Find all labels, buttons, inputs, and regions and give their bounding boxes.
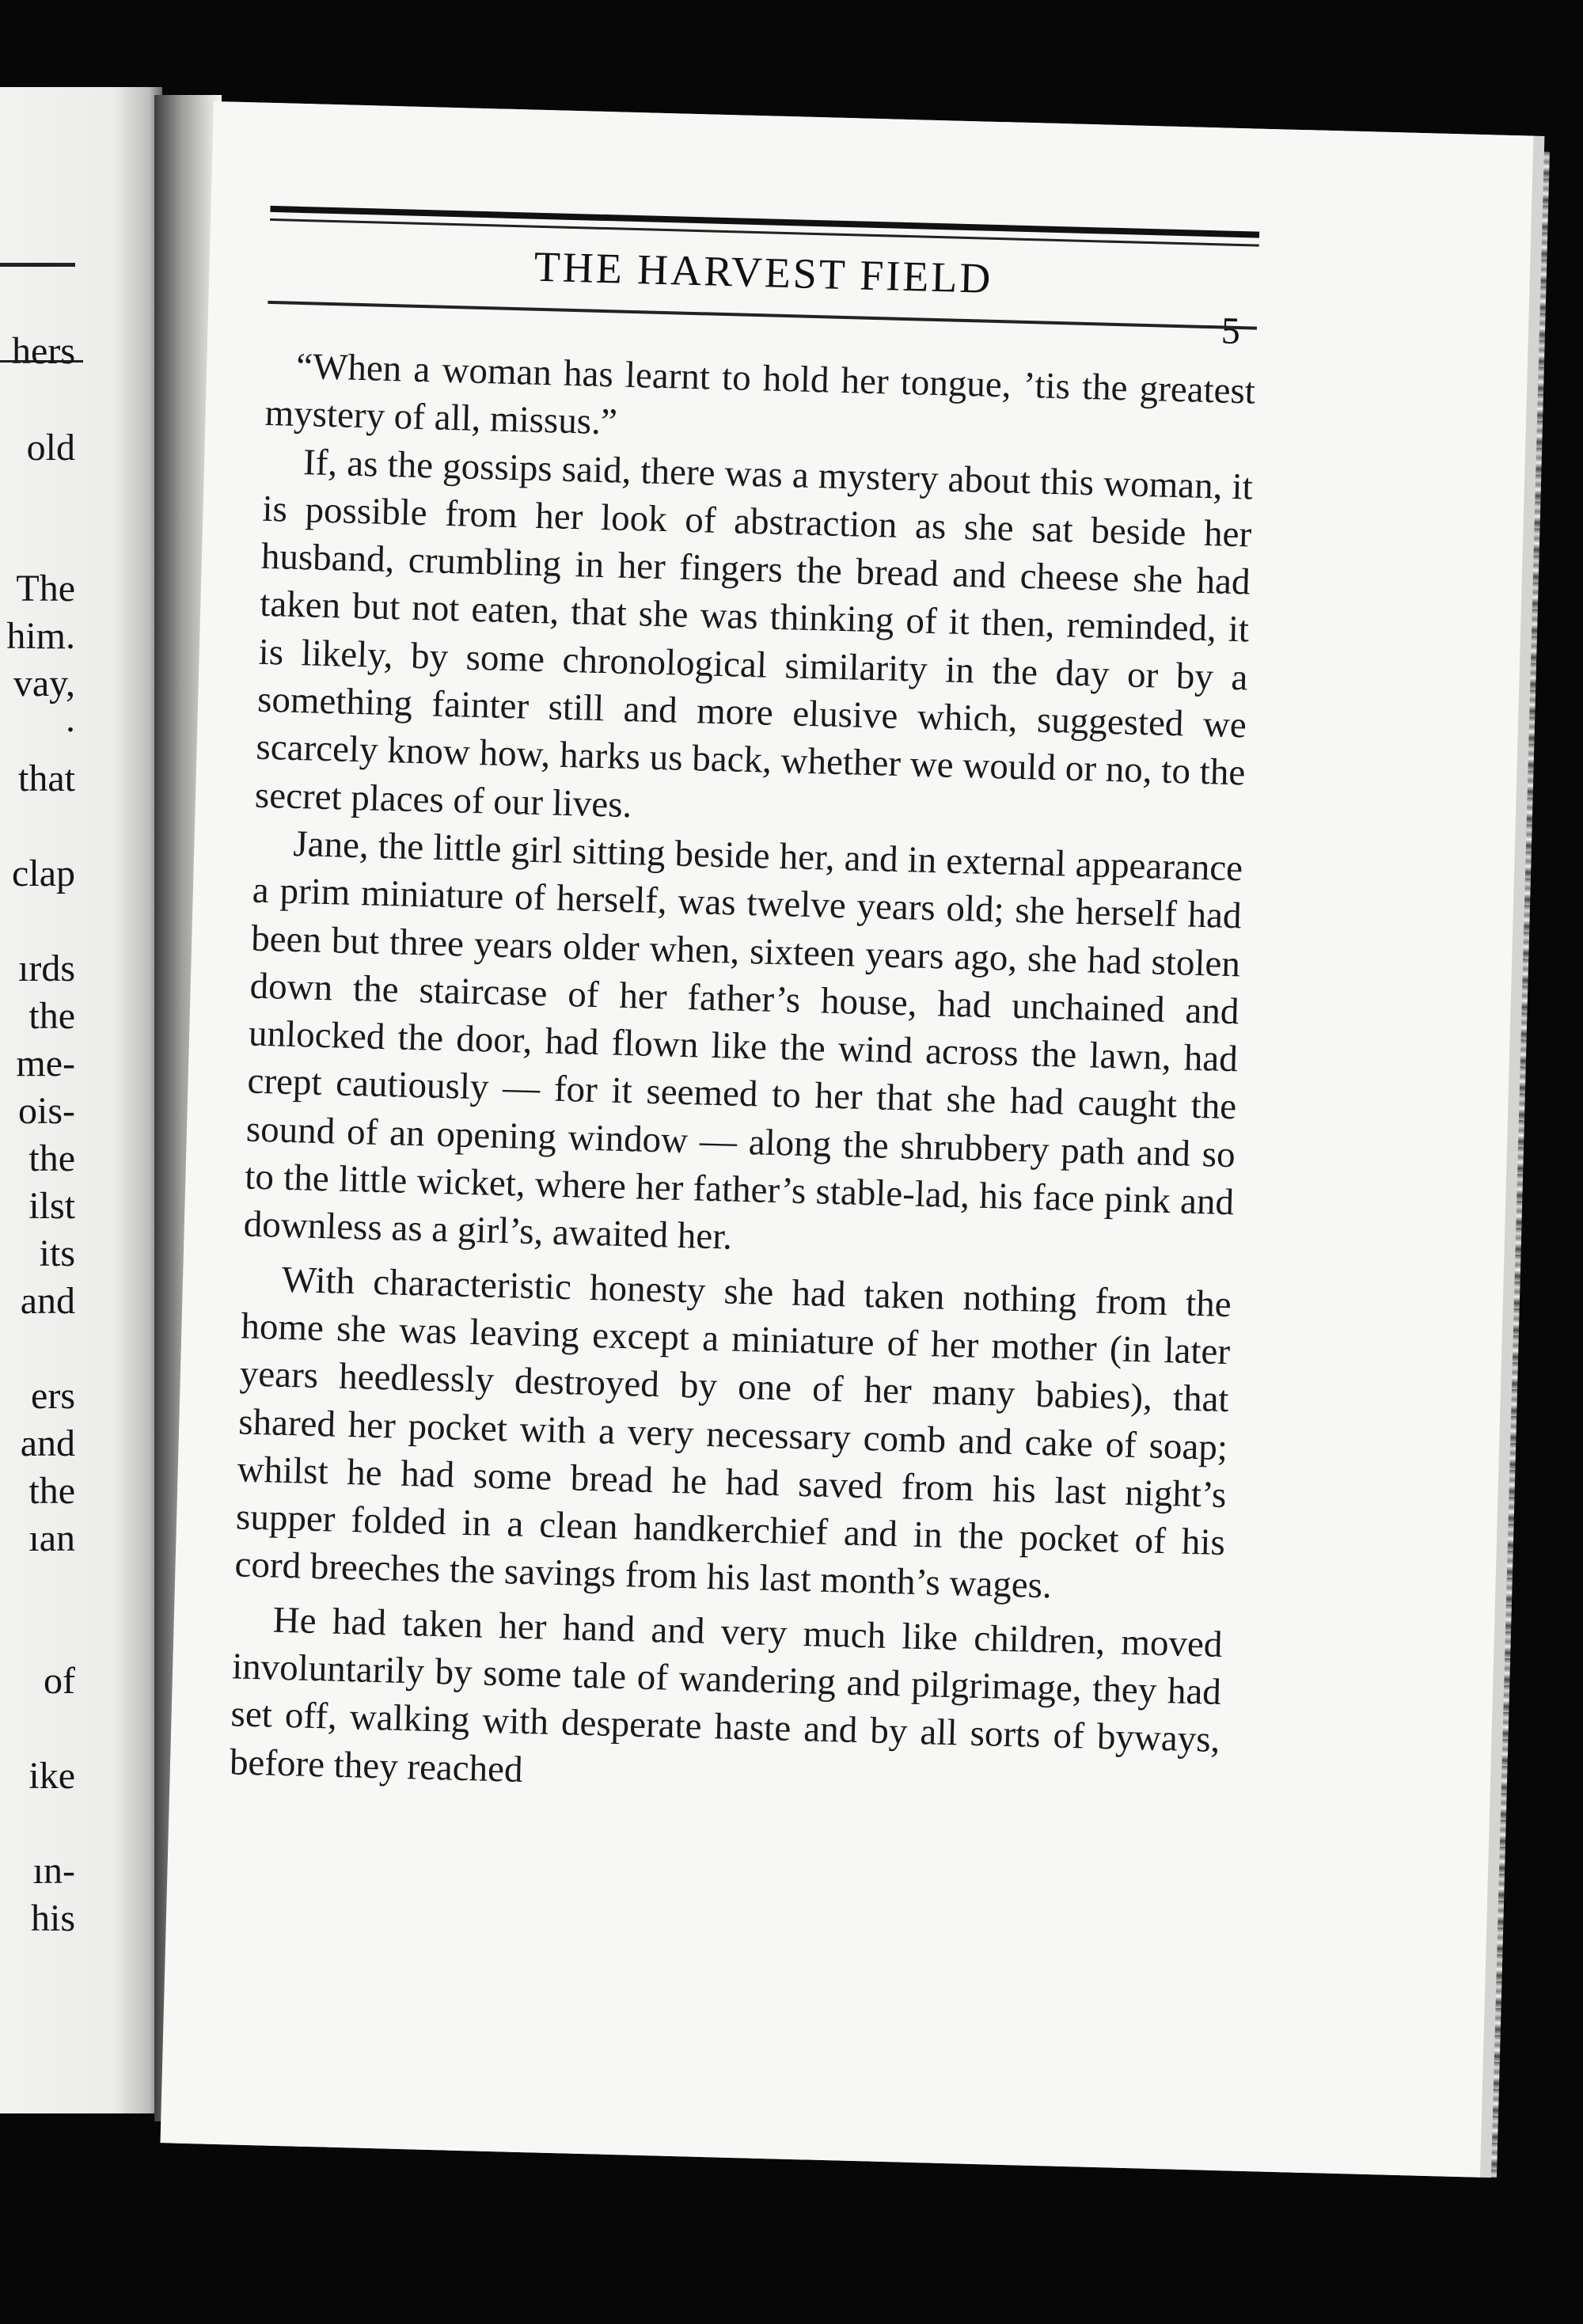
- right-page: [160, 101, 1533, 2178]
- left-page-rule-top: [0, 263, 75, 267]
- left-page-fragment: ois-: [18, 1090, 75, 1132]
- left-page: [0, 87, 162, 2113]
- left-page-fragment: its: [39, 1232, 75, 1274]
- left-page-fragment: his: [30, 1897, 75, 1939]
- left-page-fragment: ıan: [28, 1517, 75, 1559]
- paragraph: “When a woman has learnt to hold her tongue, ’tis the greatest mystery of all, missus.”: [264, 345, 1256, 443]
- left-page-fragment: hers: [12, 330, 75, 372]
- left-page-fragment: and: [20, 1280, 75, 1322]
- left-page-fragment: ilst: [28, 1185, 75, 1227]
- paragraph: With characteristic honesty she had taken nothing from the home she was leaving except a miniature of her mother (in later years heedlessly destroyed by one of her many babies), that shared her pocket with a very necessary comb and cake of soap; whilst he had some bread he had saved from his last night’s supper folded in a clean handkerchief and in the pocket of his cord breeches the savings from his last month’s wages.: [233, 1259, 1232, 1607]
- body-text: [229, 342, 1255, 1812]
- left-page-fragment: that: [18, 758, 75, 799]
- left-page-fragment: the: [28, 995, 75, 1037]
- left-page-fragment: the: [28, 1470, 75, 1512]
- left-page-fragment: vay,: [13, 663, 75, 704]
- left-page-fragment: and: [20, 1422, 75, 1464]
- left-page-fragment: old: [26, 427, 75, 469]
- left-page-fragment: .: [66, 698, 75, 740]
- left-page-fragment: ers: [31, 1375, 75, 1417]
- paragraph: Jane, the little girl sitting beside her, and in external appearance a prim miniature of herself, was twelve years old; she herself had been but three years older when, sixteen years ago, she had stolen down the staircase of her father’s house, had unchained and unlocked the door, had flown like the wind across the lawn, had crept cautiously — for it seemed to her that she had caught the sound of an opening window — along the shrubbery path and so to the little wicket, where her father’s stable-lad, his face pink and downless as a girl’s, awaited her.: [243, 822, 1243, 1258]
- left-page-fragment: him.: [6, 615, 75, 657]
- left-page-fragment: of: [44, 1660, 75, 1702]
- left-page-fragment: The: [16, 568, 75, 609]
- left-page-fragment: the: [28, 1137, 75, 1179]
- running-head: THE HARVEST FIELD: [533, 242, 994, 302]
- left-page-fragment: me-: [16, 1042, 75, 1084]
- left-page-fragment: ike: [28, 1755, 75, 1797]
- left-page-fragment: ın-: [32, 1850, 75, 1892]
- paragraph: If, as the gossips said, there was a mystery about this woman, it is possible from her look of abstraction as she sat beside her husband, crumbling in her fingers the bread and cheese she had taken but not eaten, that she was thinking of it then, reminded, it is likely, by some chronological similarity in the day or by a something fainter still and more elusive which, suggested we scarcely know how, harks us back, whether we would or no, to the secret places of our lives.: [254, 441, 1254, 826]
- page-number: 5: [1220, 309, 1241, 353]
- left-page-fragment: clap: [12, 853, 75, 894]
- paragraph: He had taken her hand and very much like children, moved involuntarily by some tale of wandering and pilgrimage, they had set off, walking with desperate haste and by all sorts of byways, before they reached: [229, 1599, 1224, 1790]
- left-page-fragment: ırds: [18, 947, 75, 989]
